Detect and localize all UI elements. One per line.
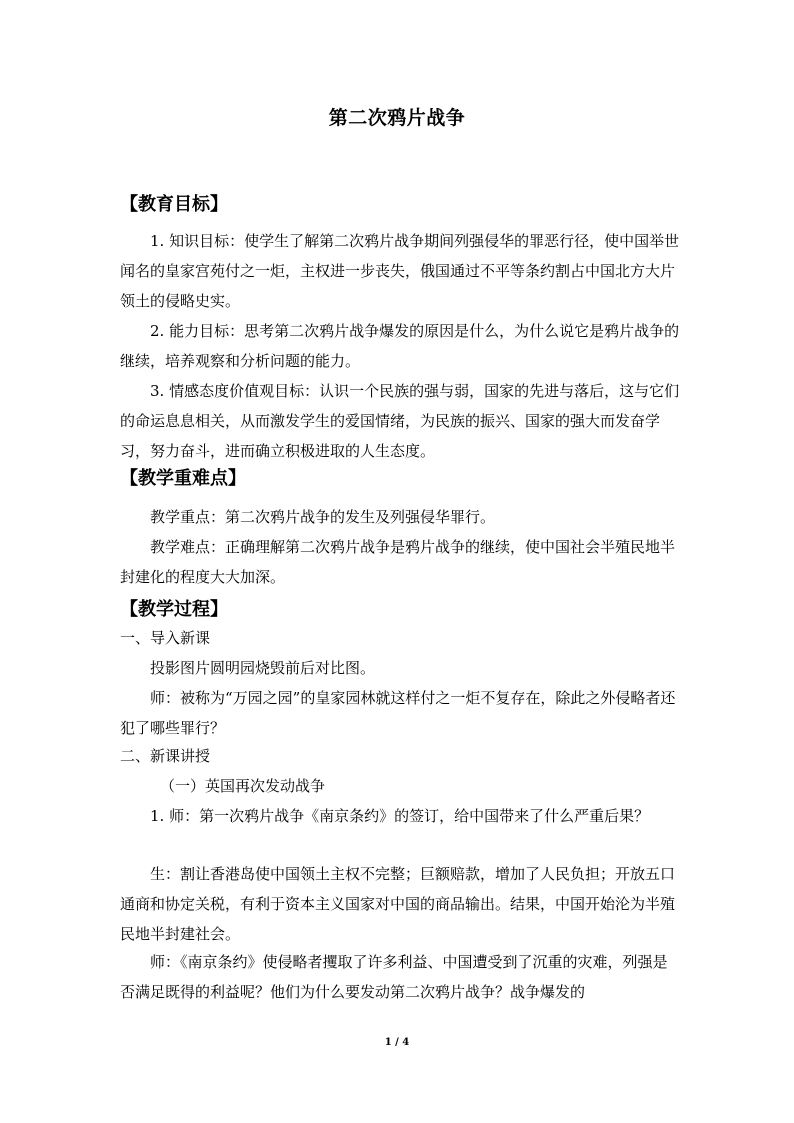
paragraph-goal-3: 3. 情感态度价值观目标：认识一个民族的强与弱，国家的先进与落后，这与它们的命运息息相关，从而激发学生的爱国情绪，为民族的振兴、国家的强大而发奋学习，努力奋斗，进而确立积极进取的人生态度。 <box>120 382 680 460</box>
section-heading-process: 【教学过程】 <box>120 599 228 620</box>
paragraph-goal-2: 2. 能力目标：思考第二次鸦片战争爆发的原因是什么，为什么说它是鸦片战争的继续，培养观察和分析问题的能力。 <box>120 322 680 370</box>
section-heading-goals: 【教育目标】 <box>120 194 228 215</box>
paragraph-keypoint-2: 教学难点：正确理解第二次鸦片战争是鸦片战争的继续，使中国社会半殖民地半封建化的程度大大加深。 <box>120 538 676 586</box>
page-number: 1 / 4 <box>384 1037 410 1048</box>
subsection-heading-intro: 一、导入新课 <box>120 629 211 647</box>
subsection-heading-lecture: 二、新课讲授 <box>120 747 211 765</box>
paragraph-question-1: 1. 师：第一次鸦片战争《南京条约》的签订，给中国带来了什么严重后果？ <box>150 807 650 825</box>
paragraph-intro-2: 师：被称为“万园之园”的皇家园林就这样付之一炬不复存在，除此之外侵略者还犯了哪些罪行？ <box>120 689 676 737</box>
sub-heading-war: （一）英国再次发动战争 <box>160 777 326 795</box>
paragraph-answer-1: 生：割让香港岛使中国领土主权不完整；巨额赔款，增加了人民负担；开放五口通商和协定关税，有利于资本主义国家对中国的商品输出。结果，中国开始沦为半殖民地半封建社会。 <box>120 865 676 943</box>
paragraph-keypoint-1: 教学重点：第二次鸦片战争的发生及列强侵华罪行。 <box>150 508 496 526</box>
paragraph-goal-1: 1. 知识目标：使学生了解第二次鸦片战争期间列强侵华的罪恶行径，使中国举世闻名的皇家宫苑付之一炬，主权进一步丧失，俄国通过不平等条约割占中国北方大片领土的侵略史实。 <box>120 232 680 310</box>
section-heading-keypoints: 【教学重难点】 <box>120 468 246 489</box>
paragraph-teacher-2: 师：《南京条约》使侵略者攫取了许多利益、中国遭受到了沉重的灾难，列强是否满足既得的利益呢？他们为什么要发动第二次鸦片战争？战争爆发的 <box>120 953 668 1001</box>
paragraph-intro-1: 投影图片圆明园烧毁前后对比图。 <box>150 659 376 677</box>
page-title: 第二次鸦片战争 <box>328 107 466 129</box>
